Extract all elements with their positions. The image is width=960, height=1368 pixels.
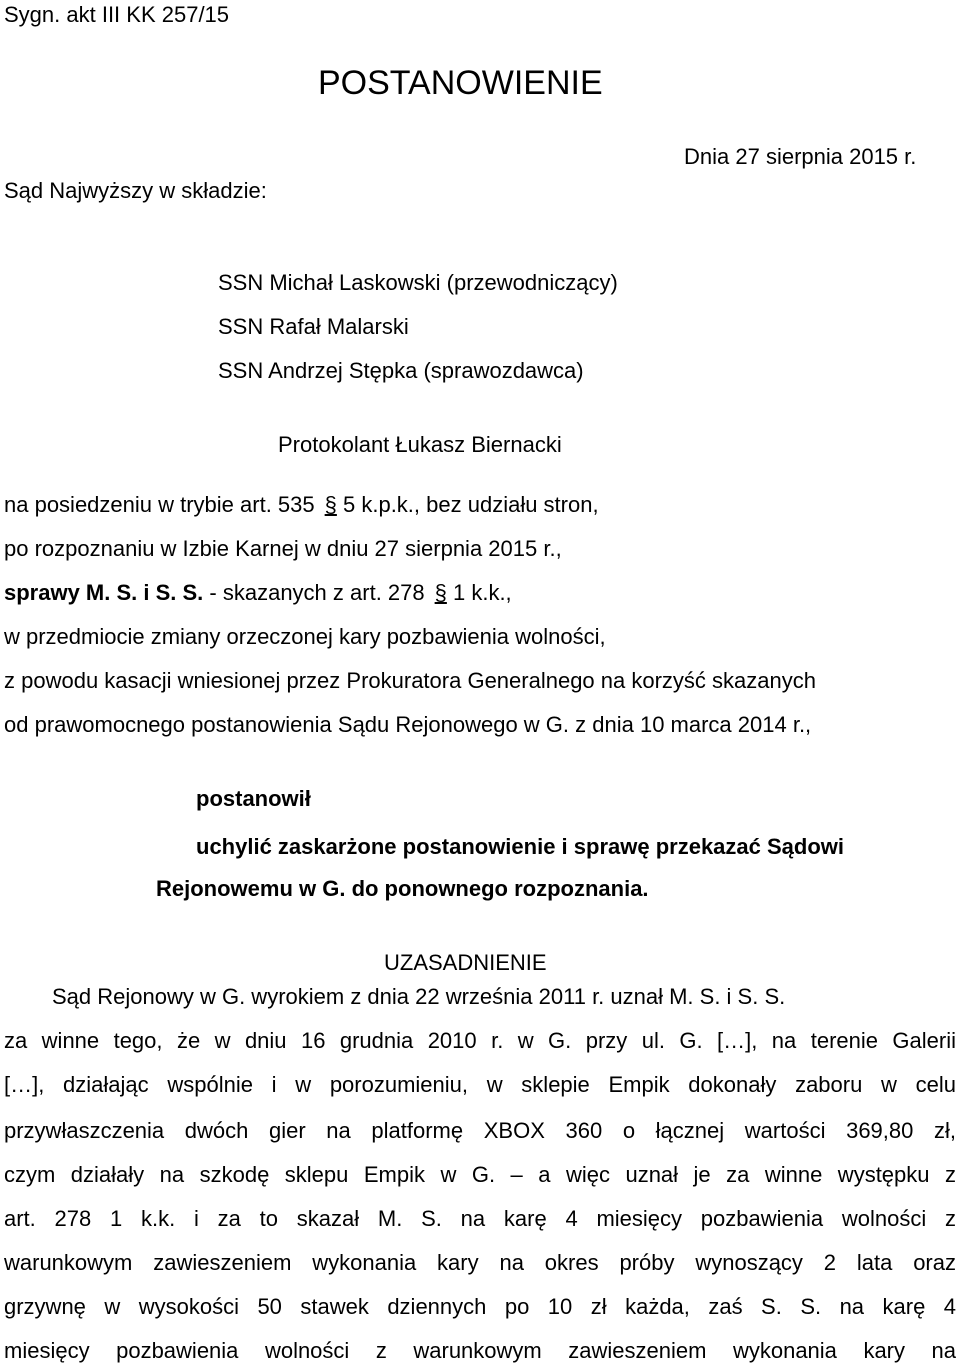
reasons-line-9 [4,1340,956,1362]
case-parties: sprawy M. S. i S. S. [4,580,204,605]
reasons-text: za winne tego, że w dniu 16 grudnia 2010 r. w G. przy ul. G. […], na terenie Galerii [4,1028,956,1053]
section-sign: § [324,492,337,517]
reasons-line-5 [4,1164,956,1186]
reasons-line-1: Sąd Rejonowy w G. wyrokiem z dnia 22 września 2011 r. uznał M. S. i S. S. [52,984,786,1009]
reasons-line-8 [4,1296,956,1318]
reasons-line-6 [4,1208,956,1230]
session-line-6: od prawomocnego postanowienia Sądu Rejonowego w G. z dnia 10 marca 2014 r., [4,712,812,737]
clerk: Protokolant Łukasz Biernacki [278,432,562,457]
reasons-text: grzywnę w wysokości 50 stawek dziennych po 10 zł każda, zaś S. S. na karę 4 [4,1294,956,1319]
reasons-line-3 [4,1074,956,1096]
panel-member-presiding: SSN Michał Laskowski (przewodniczący) [218,270,618,295]
session-line-3 [4,582,512,604]
ruling-date: Dnia 27 sierpnia 2015 r. [684,144,917,169]
session-line-4: w przedmiocie zmiany orzeczonej kary pozbawienia wolności, [4,624,606,649]
panel-member-rapporteur: SSN Andrzej Stępka (sprawozdawca) [218,358,584,383]
session-text: 5 k.p.k., bez udziału stron, [336,492,599,517]
reasons-text: czym działały na szkodę sklepu Empik w G. – a więc uznał je za winne występku z [4,1162,956,1187]
reasons-text: art. 278 1 k.k. i za to skazał M. S. na karę 4 miesięcy pozbawienia wolności z [4,1206,956,1231]
reasons-line-2 [4,1030,956,1052]
ruling-line-2: Rejonowemu w G. do ponownego rozpoznania. [156,876,649,901]
reasons-text: miesięcy pozbawienia wolności z warunkowym zawieszeniem wykonania kary na [4,1338,956,1363]
panel-member: SSN Rafał Malarski [218,314,409,339]
reasons-text: […], działając wspólnie i w porozumieniu, w sklepie Empik dokonały zaboru w celu [4,1072,956,1097]
section-sign: § [434,580,447,605]
reasons-text: warunkowym zawieszeniem wykonania kary na okres próby wynoszący 2 lata oraz [4,1250,956,1275]
session-line-2: po rozpoznaniu w Izbie Karnej w dniu 27 sierpnia 2015 r., [4,536,562,561]
session-text: - skazanych z art. 278 [203,580,425,605]
ruling-line-1: uchylić zaskarżone postanowienie i sprawę przekazać Sądowi [196,834,845,859]
reasons-heading: UZASADNIENIE [384,950,547,975]
case-signature: Sygn. akt III KK 257/15 [4,2,230,27]
document-title: POSTANOWIENIE [318,64,603,102]
session-line-1 [4,494,599,516]
session-text: 1 k.k., [446,580,512,605]
session-line-5: z powodu kasacji wniesionej przez Prokuratora Generalnego na korzyść skazanych [4,668,816,693]
reasons-line-4 [4,1120,956,1142]
ruling-heading: postanowił [196,786,311,811]
reasons-text: przywłaszczenia dwóch gier na platformę XBOX 360 o łącznej wartości 369,80 zł, [4,1118,956,1143]
court-intro: Sąd Najwyższy w składzie: [4,178,267,203]
session-text: na posiedzeniu w trybie art. 535 [4,492,315,517]
reasons-line-7 [4,1252,956,1274]
